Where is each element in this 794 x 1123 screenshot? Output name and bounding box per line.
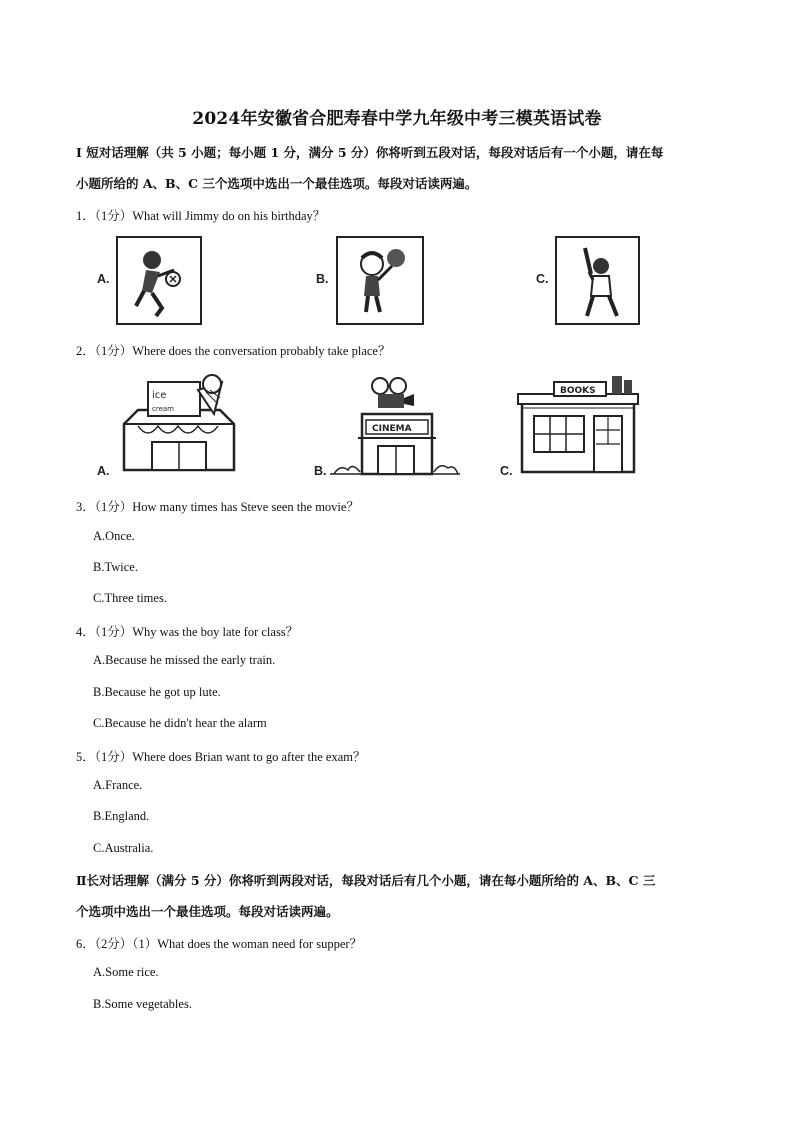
sign-cream-text: cream: [152, 405, 174, 413]
section-2-instructions: [76, 865, 724, 927]
q2-label-c: C.: [500, 464, 513, 478]
q4-option-b: B.Because he got up lute.: [93, 685, 221, 699]
q4-option-a: A.Because he missed the early train.: [93, 653, 276, 667]
section-2-line-2: 个选项中选出一个最佳选项。每段对话读两遍。: [76, 904, 339, 919]
sign-books-text: BOOKS: [560, 386, 596, 396]
q1-picture-c-baseball: [555, 236, 640, 325]
q6-option-a: A.Some rice.: [93, 965, 159, 979]
q6-option-b: B.Some vegetables.: [93, 997, 192, 1011]
question-5: 5．（1分）Where does Brian want to go after the exam？: [76, 750, 366, 764]
question-3: 3．（1分）How many times has Steve seen the movie？: [76, 500, 359, 514]
q1-label-c: C.: [536, 272, 549, 286]
q2-picture-a-ice-cream-shop: [118, 374, 240, 474]
section-2-line-1: Ⅱ长对话理解（满分 5 分）你将听到两段对话，每段对话后有几个小题，请在每小题所给的 A、B、C 三: [76, 873, 656, 888]
q2-label-b: B.: [314, 464, 327, 478]
q2-picture-c-bookstore: [516, 374, 642, 474]
sign-cinema-text: CINEMA: [372, 424, 412, 434]
question-4: 4．（1分）Why was the boy late for class？: [76, 625, 299, 639]
q1-picture-b-basketball: [336, 236, 424, 325]
q1-picture-a-soccer: [116, 236, 202, 325]
page-title: 2024年安徽省合肥寿春中学九年级中考三模英语试卷: [192, 109, 602, 129]
q3-option-c: C.Three times.: [93, 591, 167, 605]
question-6: 6．（2分）（1）What does the woman need for supper？: [76, 937, 363, 951]
section-1-instructions: [76, 137, 724, 199]
q5-option-b: B.England.: [93, 809, 150, 823]
q4-option-c: C.Because he didn't hear the alarm: [93, 716, 267, 730]
q1-label-b: B.: [316, 272, 329, 286]
question-1: 1．（1分）What will Jimmy do on his birthday？: [76, 209, 326, 223]
question-2: 2．（1分）Where does the conversation probably take place？: [76, 344, 391, 358]
q2-label-a: A.: [97, 464, 110, 478]
q2-picture-b-cinema: [330, 376, 460, 476]
q3-option-a: A.Once.: [93, 529, 135, 543]
section-1-line-2: 小题所给的 A、B、C 三个选项中选出一个最佳选项。每段对话读两遍。: [76, 176, 478, 191]
sign-ice-text: ice: [152, 390, 167, 401]
q1-label-a: A.: [97, 272, 110, 286]
section-1-line-1: I 短对话理解（共 5 小题；每小题 1 分，满分 5 分）你将听到五段对话，每段对话后有一个小题，请在每: [76, 145, 664, 160]
q3-option-b: B.Twice.: [93, 560, 138, 574]
q5-option-a: A.France.: [93, 778, 143, 792]
q5-option-c: C.Australia.: [93, 841, 154, 855]
